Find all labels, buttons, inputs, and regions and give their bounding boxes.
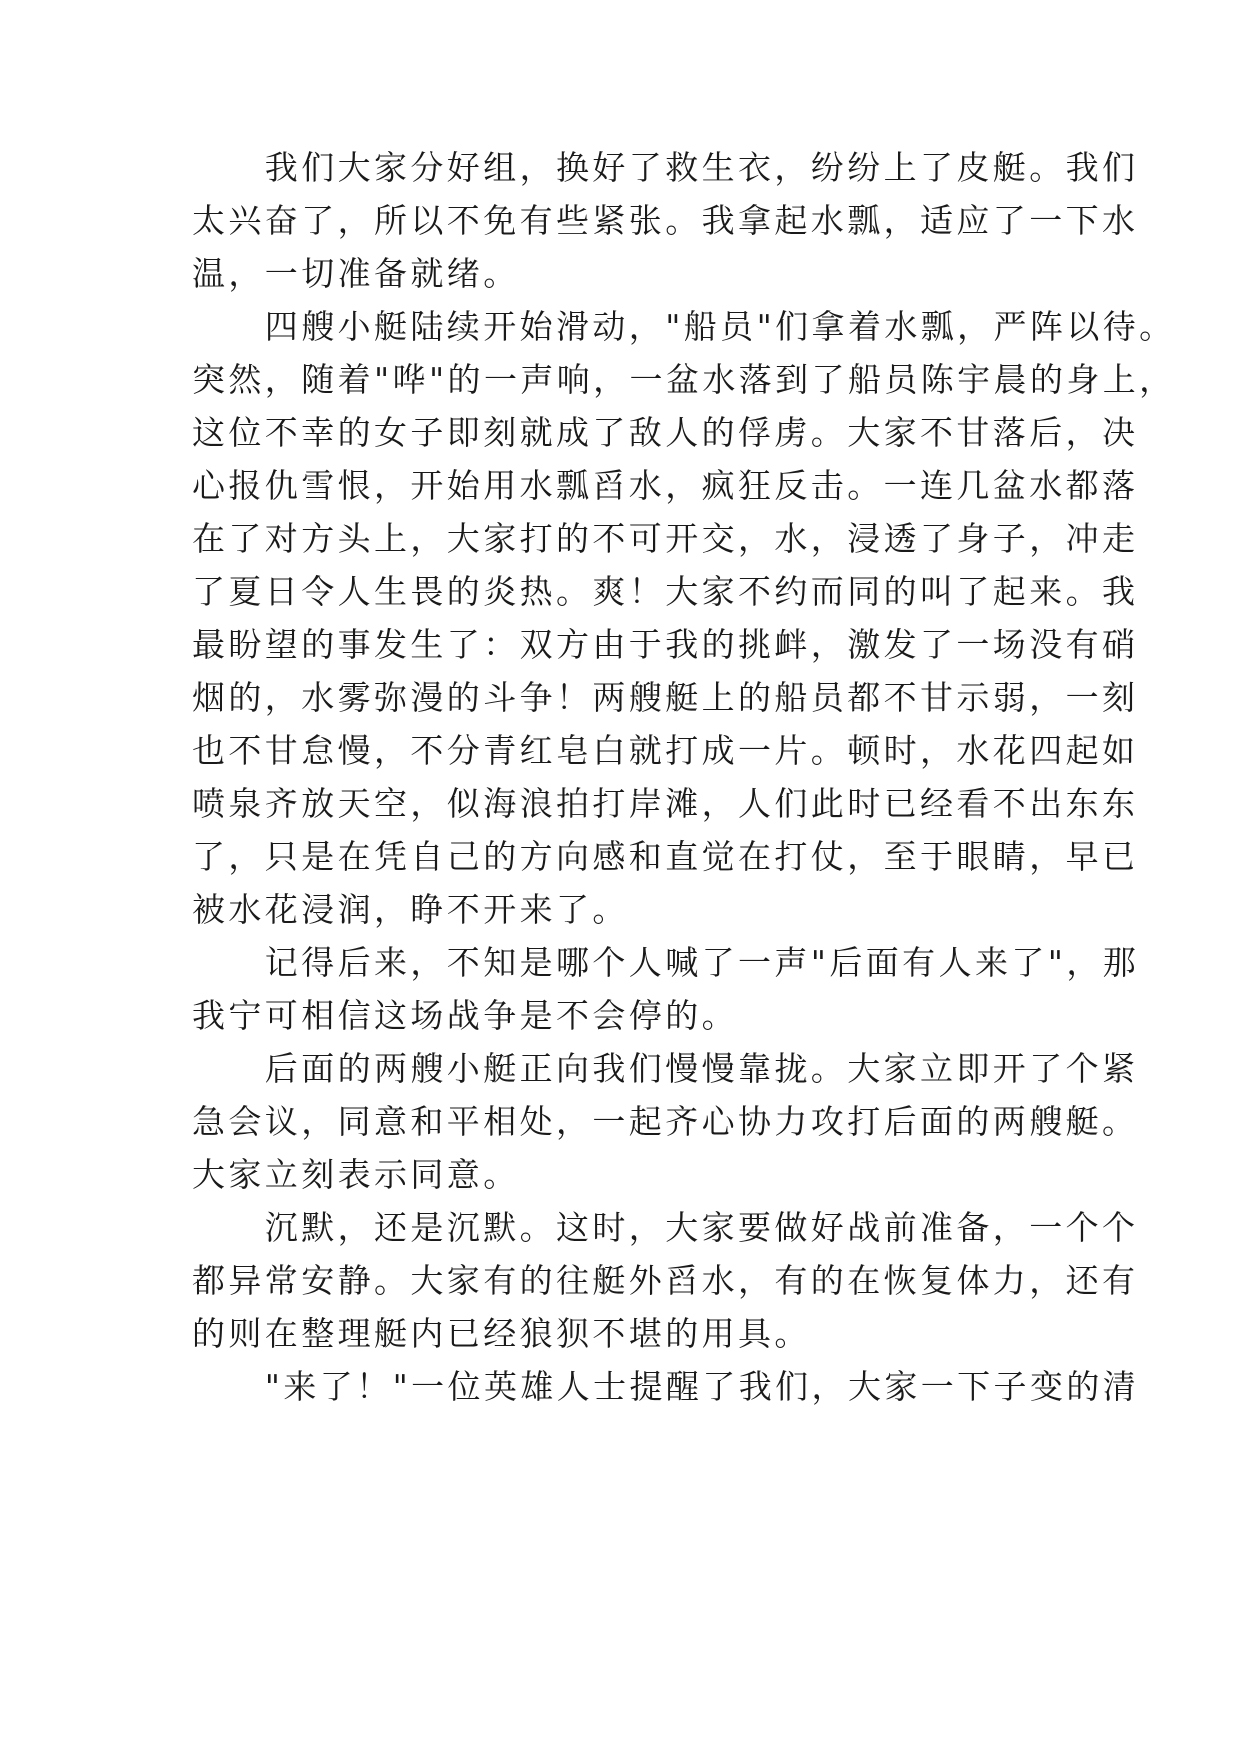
text-line: 被水花浸润，睁不开来了。 [192,890,629,929]
text-line: 我宁可相信这场战争是不会停的。 [192,996,738,1035]
text-line: 也不甘怠慢，不分青红皂白就打成一片。顿时，水花四起如 [192,731,1139,770]
text-line: 大家立刻表示同意。 [192,1155,520,1194]
text-line: 心报仇雪恨，开始用水瓢舀水，疯狂反击。一连几盆水都落 [192,466,1139,505]
text-line: 后面的两艘小艇正向我们慢慢靠拢。大家立即开了个紧 [192,1049,1139,1088]
text-line: 急会议，同意和平相处，一起齐心协力攻打后面的两艘艇。 [192,1102,1139,1141]
text-line: 这位不幸的女子即刻就成了敌人的俘虏。大家不甘落后，决 [192,413,1139,452]
text-line: 了夏日令人生畏的炎热。爽！大家不约而同的叫了起来。我 [192,572,1139,611]
text-line: 在了对方头上，大家打的不可开交，水，浸透了身子，冲走 [192,519,1139,558]
text-line: 我们大家分好组，换好了救生衣，纷纷上了皮艇。我们 [192,148,1139,187]
text-line: 烟的，水雾弥漫的斗争！两艘艇上的船员都不甘示弱，一刻 [192,678,1139,717]
text-line: 的则在整理艇内已经狼狈不堪的用具。 [192,1314,811,1353]
text-line: 都异常安静。大家有的往艇外舀水，有的在恢复体力，还有 [192,1261,1139,1300]
text-line: 温，一切准备就绪。 [192,254,520,293]
text-line: 四艘小艇陆续开始滑动，"船员"们拿着水瓢，严阵以待。 [192,307,1176,346]
text-line: 太兴奋了，所以不免有些紧张。我拿起水瓢，适应了一下水 [192,201,1139,240]
text-line: 了，只是在凭自己的方向感和直觉在打仗，至于眼睛，早已 [192,837,1139,876]
text-line: "来了！"一位英雄人士提醒了我们，大家一下子变的清 [192,1367,1140,1406]
text-line: 突然，随着"哗"的一声响，一盆水落到了船员陈宇晨的身上， [192,360,1176,399]
text-line: 最盼望的事发生了：双方由于我的挑衅，激发了一场没有硝 [192,625,1139,664]
text-line: 沉默，还是沉默。这时，大家要做好战前准备，一个个 [192,1208,1139,1247]
text-line: 喷泉齐放天空，似海浪拍打岸滩，人们此时已经看不出东东 [192,784,1139,823]
text-line: 记得后来，不知是哪个人喊了一声"后面有人来了"，那 [192,943,1140,982]
